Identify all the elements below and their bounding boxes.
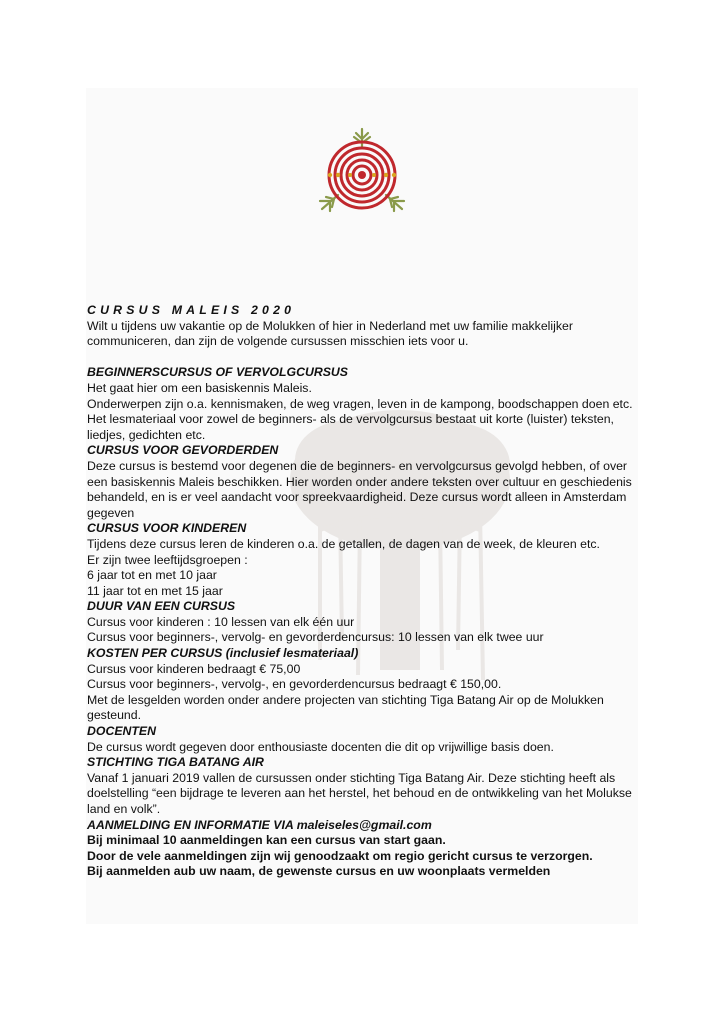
- section-line: Vanaf 1 januari 2019 vallen de cursussen onder stichting Tiga Batang Air. Deze stichting heeft als: [87, 770, 616, 785]
- section-line: doelstelling “een bijdrage te leveren aan het herstel, het behoud en de ontwikkeling van het Molukse: [87, 786, 632, 801]
- section-line: Deze cursus is bestemd voor degenen die de beginners- en vervolgcursus gevolgd hebben, of over: [87, 458, 628, 473]
- section-line: gesteund.: [87, 708, 142, 723]
- section-line: een basiskennis Maleis beschikken. Hier worden onder andere teksten over cultuur en geschiedenis: [87, 474, 632, 489]
- section-heading-stichting: STICHTING TIGA BATANG AIR: [87, 755, 264, 770]
- document-title: CURSUS MALEIS 2020: [87, 303, 296, 317]
- section-line: Het gaat hier om een basiskennis Maleis.: [87, 380, 312, 395]
- section-heading-kosten: KOSTEN PER CURSUS (inclusief lesmateriaal): [87, 646, 359, 661]
- section-heading-kinderen: CURSUS VOOR KINDEREN: [87, 521, 247, 536]
- section-line: Onderwerpen zijn o.a. kennismaken, de weg vragen, leven in de kampong, boodschappen doen etc.: [87, 396, 633, 411]
- section-heading-gevorderden: CURSUS VOOR GEVORDERDEN: [87, 443, 279, 458]
- section-line: Het lesmateriaal voor zowel de beginners- als de vervolgcursus bestaat uit korte (luister) teksten,: [87, 412, 614, 427]
- section-line: gegeven: [87, 505, 135, 520]
- document-body: [87, 303, 639, 880]
- section-line: land en volk”.: [87, 802, 161, 816]
- intro-line: Wilt u tijdens uw vakantie op de Molukken of hier in Nederland met uw familie makkelijker: [87, 318, 573, 333]
- spacer: [87, 350, 639, 366]
- contact-line: Bij aanmelden aub uw naam, de gewenste cursus en uw woonplaats vermelden: [87, 864, 551, 879]
- section-line: Er zijn twee leeftijdsgroepen :: [87, 552, 248, 567]
- section-line: behandeld, en is er veel aandacht voor spreekvaardigheid. Deze cursus wordt alleen in Amsterdam: [87, 490, 627, 505]
- section-line: De cursus wordt gegeven door enthousiaste docenten die dit op vrijwillige basis doen.: [87, 739, 554, 754]
- section-line: Tijdens deze cursus leren de kinderen o.a. de getallen, de dagen van de week, de kleuren etc.: [87, 536, 600, 551]
- intro-line: communiceren, dan zijn de volgende cursussen misschien iets voor u.: [87, 334, 469, 349]
- section-line: liedjes, gedichten etc.: [87, 427, 206, 442]
- section-line: Cursus voor kinderen bedraagt € 75,00: [87, 661, 301, 676]
- contact-heading: AANMELDING EN INFORMATIE VIA maleiseles@gmail.com: [87, 817, 432, 832]
- section-line: 6 jaar tot en met 10 jaar: [87, 568, 217, 583]
- section-heading-duur: DUUR VAN EEN CURSUS: [87, 599, 236, 614]
- contact-line: Bij minimaal 10 aanmeldingen kan een cursus van start gaan.: [87, 833, 446, 848]
- section-line: Cursus voor beginners-, vervolg-, en gevorderdencursus bedraagt € 150,00.: [87, 677, 502, 692]
- section-line: Cursus voor beginners-, vervolg- en gevorderdencursus: 10 lessen van elk twee uur: [87, 630, 544, 645]
- section-heading-docenten: DOCENTEN: [87, 724, 157, 739]
- emblem-logo-icon: [312, 125, 412, 215]
- contact-line: Door de vele aanmeldingen zijn wij genoodzaakt om regio gericht cursus te verzorgen.: [87, 848, 593, 863]
- section-line: Cursus voor kinderen : 10 lessen van elk één uur: [87, 614, 355, 629]
- section-line: 11 jaar tot en met 15 jaar: [87, 583, 223, 598]
- section-line: Met de lesgelden worden onder andere projecten van stichting Tiga Batang Air op de Molukken: [87, 692, 604, 707]
- section-heading-beginners: BEGINNERSCURSUS OF VERVOLGCURSUS: [87, 365, 348, 380]
